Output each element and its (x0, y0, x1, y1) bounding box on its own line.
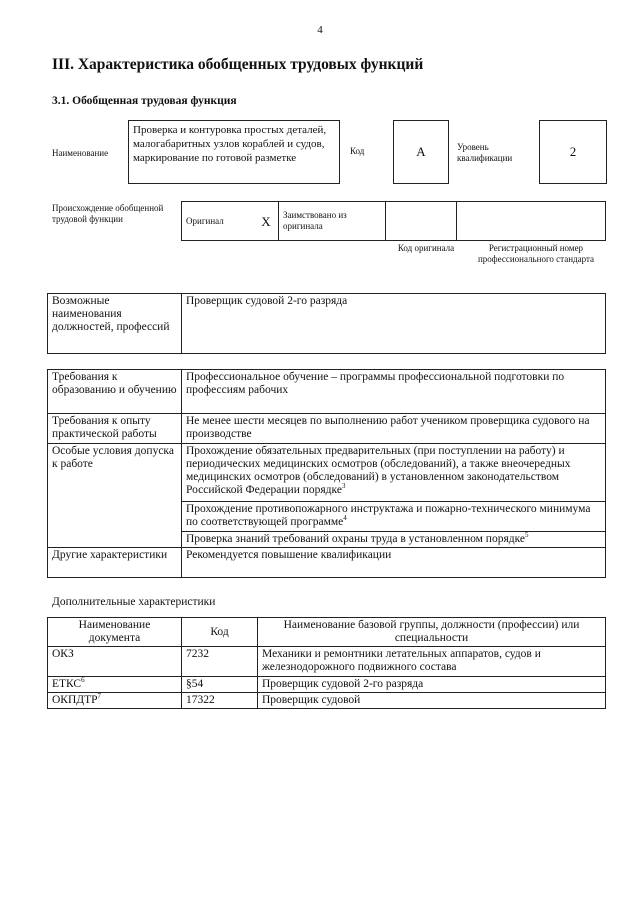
positions-table (47, 293, 606, 354)
header-code: Код (182, 618, 258, 647)
positions-label: Возможные наименования должностей, профессий (48, 294, 182, 354)
name-cell: Механики и ремонтники летательных аппаратов, судов и железнодорожного подвижного состава (258, 647, 606, 677)
doc-name: ЕТКС (52, 678, 82, 690)
code-cell: 7232 (182, 647, 258, 677)
special-condition-medical (182, 444, 606, 502)
header-name: Наименование базовой группы, должности (профессии) или специальности (258, 618, 606, 647)
origin-table (181, 201, 606, 241)
other-label: Другие характеристики (48, 548, 182, 578)
footnote-ref: 7 (97, 692, 102, 701)
table-row (48, 647, 606, 677)
page-number: 4 (317, 24, 323, 36)
doc-cell (48, 647, 182, 677)
positions-value: Проверщик судовой 2-го разряда (182, 294, 606, 354)
special-condition-medical-text: Прохождение обязательных предварительных (при поступлении на работу) и периодических медицинских осмотров (обследований), а также внеочередных медицинских осмотров (обследований) в установленном законодательством Российской Федерации порядке (186, 445, 571, 496)
footnote-ref: 5 (525, 531, 529, 540)
qualification-level-value: 2 (539, 120, 607, 184)
name-label: Наименование (52, 148, 109, 158)
header-document: Наименование документа (48, 618, 182, 647)
sub-title: 3.1. Обобщенная трудовая функция (52, 95, 237, 107)
function-code-value: А (393, 120, 449, 184)
additional-table (47, 617, 606, 709)
additional-title: Дополнительные характеристики (52, 596, 216, 608)
original-code-cell (386, 202, 457, 241)
table-row (48, 677, 606, 693)
name-cell: Проверщик судовой (258, 693, 606, 709)
doc-name: ОКПДТР (52, 694, 98, 706)
code-cell: 17322 (182, 693, 258, 709)
borrowed-label: Заимствовано из оригинала (279, 202, 386, 241)
special-condition-safety-text: Проверка знаний требований охраны труда в установленном порядке (186, 533, 525, 545)
education-label: Требования к образованию и обучению (48, 370, 182, 414)
special-condition-safety (182, 532, 606, 548)
section-title: III. Характеристика обобщенных трудовых функций (52, 56, 424, 73)
other-value: Рекомендуется повышение квалификации (182, 548, 606, 578)
education-value: Профессиональное обучение – программы профессиональной подготовки по профессиям рабочих (182, 370, 606, 414)
table-row (48, 693, 606, 709)
footnote-ref: 4 (343, 514, 347, 523)
footnote-ref: 3 (341, 482, 346, 491)
special-condition-fire (182, 502, 606, 532)
original-label: Оригинал (182, 202, 255, 241)
function-name-value: Проверка и контуровка простых деталей, малогабаритных узлов кораблей и судов, маркирование по готовой разметке (128, 120, 340, 184)
doc-cell (48, 677, 182, 693)
code-label: Код (350, 146, 365, 156)
footnote-ref: 6 (81, 676, 85, 685)
doc-cell (48, 693, 182, 709)
special-condition-fire-text: Прохождение противопожарного инструктажа и пожарно-технического минимума по соответствующей программе (186, 503, 591, 528)
registration-caption: Регистрационный номер профессионального стандарта (477, 243, 595, 264)
requirements-table (47, 369, 606, 578)
origin-label: Происхождение обобщенной трудовой функции (52, 203, 164, 224)
original-mark: X (254, 202, 279, 241)
experience-value: Не менее шести месяцев по выполнению работ учеником проверщика судового на производстве (182, 414, 606, 444)
level-label: Уровень квалификации (457, 142, 513, 163)
name-cell: Проверщик судовой 2-го разряда (258, 677, 606, 693)
special-conditions-label: Особые условия допуска к работе (48, 444, 182, 548)
doc-name: ОКЗ (52, 648, 74, 660)
code-caption: Код оригинала (397, 243, 455, 253)
registration-number-cell (457, 202, 606, 241)
code-cell: §54 (182, 677, 258, 693)
experience-label: Требования к опыту практической работы (48, 414, 182, 444)
